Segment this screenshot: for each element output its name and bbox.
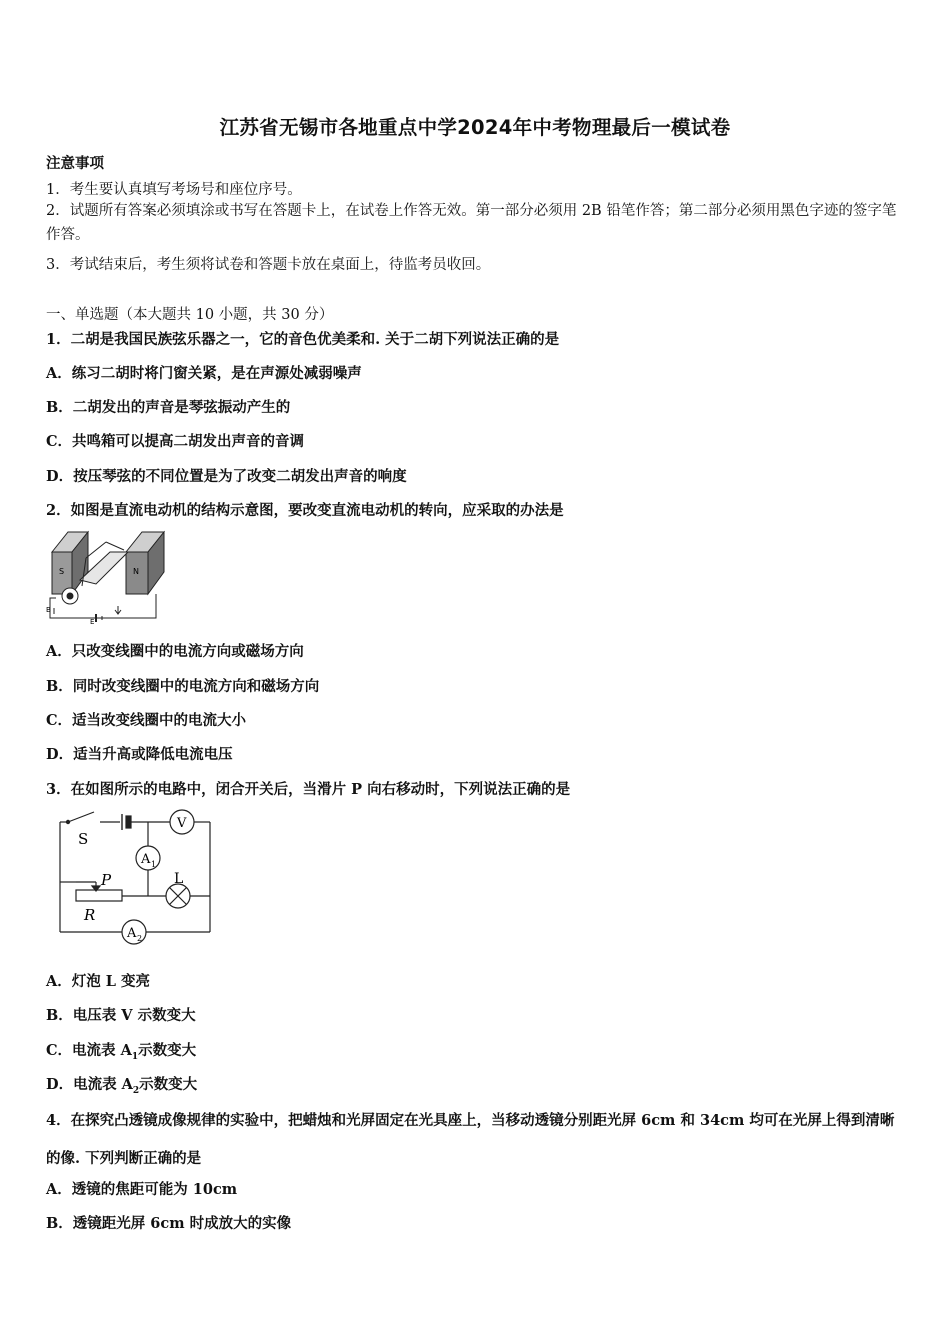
- notice-item: 3．考试结束后，考生须将试卷和答题卡放在桌面上，待监考员收回。: [46, 257, 491, 273]
- question-3-option-b: B．电压表 V 示数变大: [46, 1007, 196, 1024]
- notice-heading: 注意事项: [46, 155, 104, 172]
- brush-b-label: B: [46, 606, 51, 614]
- question-4-option-a: A．透镜的焦距可能为 10cm: [46, 1181, 238, 1198]
- question-2-option-d: D．适当升高或降低电流电压: [46, 746, 233, 763]
- question-2-option-a: A．只改变线圈中的电流方向或磁场方向: [46, 643, 304, 660]
- option-c-subscript: 1: [131, 1051, 139, 1062]
- option-c-text-end: 示数变大: [138, 1042, 197, 1059]
- circuit-figure: [52, 806, 218, 950]
- resistor-label: R: [84, 906, 96, 924]
- ammeter-1-label: A: [141, 852, 151, 867]
- question-1-option-a: A．练习二胡时将门窗关紧，是在声源处减弱噪声: [46, 365, 362, 382]
- option-d-subscript: 2: [132, 1085, 140, 1096]
- dc-motor-figure: [46, 528, 168, 624]
- question-1-option-c: C．共鸣箱可以提高二胡发出声音的音调: [46, 433, 305, 450]
- question-4-option-b: B．透镜距光屏 6cm 时成放大的实像: [46, 1215, 292, 1232]
- notice-item: 1．考生要认真填写考场号和座位序号。: [46, 182, 302, 198]
- question-1-option-b: B．二胡发出的声音是琴弦振动产生的: [46, 399, 291, 416]
- battery-e-label: E: [90, 618, 95, 624]
- question-4-stem: 4．在探究凸透镜成像规律的实验中，把蜡烛和光屏固定在光具座上，当移动透镜分别距光屏 6cm 和 34cm 均可在光屏上得到清晰的像. 下列判断正确的是: [46, 1112, 895, 1167]
- question-3-option-d: [46, 1073, 197, 1096]
- notice-item: 2．试题所有答案必须填涂或书写在答题卡上，在试卷上作答无效。第一部分必须用 2B 铅笔作答；第二部分必须用黑色字迹的签字笔作答。: [46, 203, 897, 243]
- magnet-n-label: N: [133, 567, 139, 576]
- question-2-option-c: C．适当改变线圈中的电流大小: [46, 712, 247, 729]
- ammeter-2-subscript: 2: [137, 934, 143, 943]
- question-3-stem: 3．在如图所示的电路中，闭合开关后，当滑片 P 向右移动时，下列说法正确的是: [46, 781, 571, 798]
- question-2-option-b: B．同时改变线圈中的电流方向和磁场方向: [46, 678, 320, 695]
- ammeter-2-label: A: [127, 926, 137, 941]
- voltmeter-label: V: [177, 816, 187, 831]
- question-3-option-c: [46, 1039, 196, 1062]
- question-3-option-a: A．灯泡 L 变亮: [46, 973, 151, 990]
- switch-label: S: [78, 830, 89, 848]
- ammeter-1-subscript: 1: [151, 860, 157, 869]
- question-2-stem: 2．如图是直流电动机的结构示意图，要改变直流电动机的转向，应采取的办法是: [46, 502, 564, 519]
- section-heading: 一、单选题（本大题共 10 小题，共 30 分）: [46, 307, 334, 323]
- slider-label: P: [101, 871, 112, 889]
- magnet-s-label: S: [59, 567, 65, 576]
- page-title: 江苏省无锡市各地重点中学2024年中考物理最后一模试卷: [219, 116, 731, 139]
- option-c-text: C．电流表 A: [46, 1042, 132, 1059]
- question-1-stem: 1．二胡是我国民族弦乐器之一，它的音色优美柔和. 关于二胡下列说法正确的是: [46, 331, 560, 348]
- question-1-option-d: D．按压琴弦的不同位置是为了改变二胡发出声音的响度: [46, 468, 407, 485]
- option-d-text: D．电流表 A: [46, 1076, 133, 1093]
- option-d-text-end: 示数变大: [139, 1076, 198, 1093]
- lamp-label: L: [174, 871, 184, 887]
